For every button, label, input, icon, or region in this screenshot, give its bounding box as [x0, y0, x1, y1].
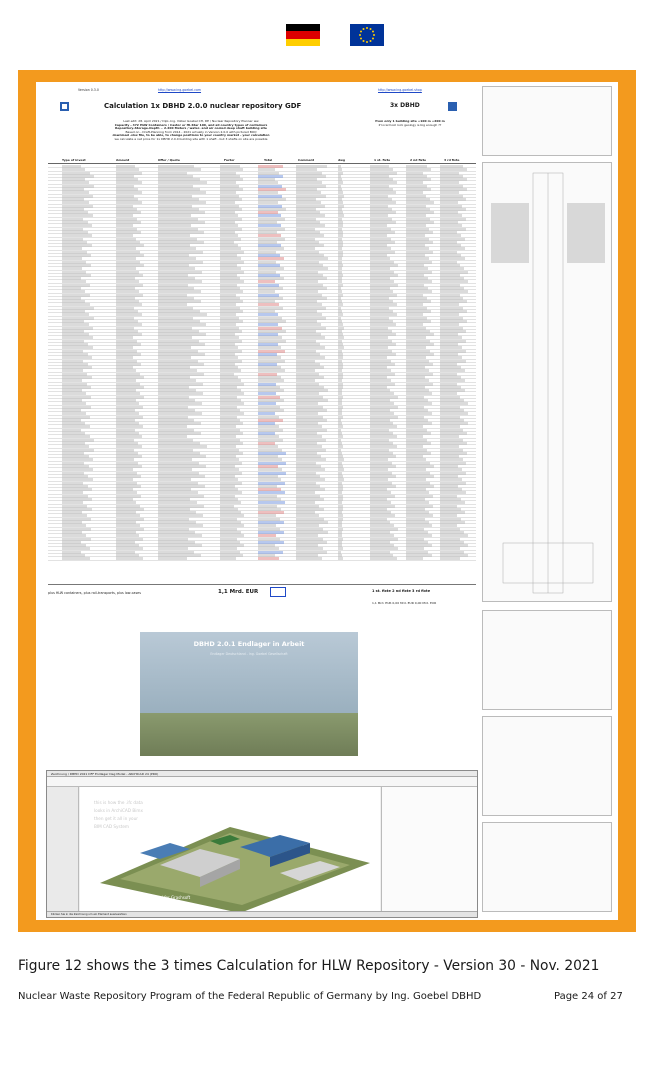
- footer-text: Nuclear Waste Repository Program of the Federal Republic of Germany by Ing. Goebel DBHD: [18, 991, 482, 1002]
- total-note: plus HLW containers, plus rail-transports, plus low-cases: [48, 591, 141, 595]
- subtext-right-line: if local host rock geology is big enough ??: [378, 122, 442, 127]
- banner-subtitle: Endlager Deutschland - Ing. Goebel Gesellschaft: [210, 652, 288, 656]
- sheet-subtext: [76, 120, 306, 142]
- calculation-sheet: [36, 82, 618, 920]
- subtext-line: we calculate a net price for 1x DBHD 2.0.0 building site with 1 shaft - but 3 shafts on site are possible: [114, 136, 268, 141]
- total-cols: 1 st. fixte 2 nd fixte 3 rd fixte: [372, 589, 431, 593]
- cad-hint-line: this is how the .ifc data: [94, 800, 143, 805]
- page-number: Page 24 of 27: [554, 991, 623, 1002]
- cad-3d-view[interactable]: [80, 787, 380, 913]
- cad-toolbox[interactable]: [47, 787, 79, 913]
- col-header: Comment: [298, 158, 315, 162]
- total-row: [48, 584, 476, 612]
- company-logo-icon: [60, 102, 69, 111]
- cad-hint-line: then get it all in your: [94, 816, 138, 821]
- sheet-title-text: Calculation 1x DBHD 2.0.0 nuclear repository GDF: [104, 102, 302, 110]
- col-header: 3 rd fixte: [444, 158, 460, 162]
- website-link-right[interactable]: http://www.ing-goebel.shop: [378, 88, 422, 92]
- sheet-subtext-right: [350, 120, 470, 127]
- cad-credit: Ing. Goebel for Grashsoft: [140, 895, 191, 900]
- drawing-panel-detail: [482, 822, 612, 912]
- table-row: [48, 557, 476, 560]
- subtext-line: Capacity - 472 HLW Containers / Castor or HI-Star 100, and all country types of containers: [114, 122, 268, 127]
- subtext-line: Repository-Storage-Depth ~ 2.200 Meters / water- and air cooled deep shaft building site: [115, 126, 267, 131]
- figure-frame: [18, 70, 636, 932]
- sheet-title: [60, 102, 300, 114]
- col-header: Type of invest: [62, 158, 86, 162]
- col-header: 2 nd fixte: [410, 158, 427, 162]
- total-amount: 1,1 Mrd. EUR: [218, 589, 259, 595]
- col-header: 1 st. fixte: [374, 158, 391, 162]
- drawing-panel-shaft: [482, 162, 612, 602]
- cad-window-title: Zeichnung / DBHD 2021 DFF Endlager Deg Model - ARCHICAD 24 (PRO): [47, 771, 477, 777]
- table-header: [48, 156, 476, 164]
- cad-status-bar: Klicken Sie in die Zeichnung um ein Element auszuwahlen: [47, 911, 477, 917]
- cad-hint-line: looks in ArchiCAD Bimx: [94, 808, 143, 813]
- subtext-line: Last edit: 28. April 2021 / Dipl.-Ing. Volker Goebel CH, DE / Nuclear Repository Planner ww: [123, 119, 259, 123]
- cad-navigator-panel[interactable]: [381, 787, 478, 913]
- banner-image: [140, 632, 358, 756]
- cad-window: [46, 770, 478, 918]
- calculation-table: [48, 156, 476, 576]
- table-rows: [48, 165, 476, 570]
- version-label: Version 0.3.0: [78, 88, 99, 92]
- cad-toolbar[interactable]: [47, 777, 477, 787]
- col-header: Factor: [224, 158, 235, 162]
- figure-caption: Figure 12 shows the 3 times Calculation for HLW Repository - Version 30 - Nov. 2021: [18, 958, 600, 974]
- company-logo-right-icon: [448, 102, 457, 111]
- drawing-panel: [482, 86, 612, 156]
- cad-hint-text: [94, 799, 143, 831]
- eu-flag-icon: [350, 24, 384, 46]
- col-header: dwg: [338, 158, 346, 162]
- drawing-strip: [482, 86, 612, 916]
- subtext-line: download .xlsx file, to be able, to change positions to your country market - your calculation: [112, 133, 270, 138]
- total-cols-values: 1,1 Mrd. EUR 0,00 Mrd. EUR 0,00 Mrd. EUR: [372, 601, 437, 605]
- subtext-right-line: from only 1 building site +100 m +200 m: [375, 119, 445, 123]
- banner-title: DBHD 2.0.1 Endlager in Arbeit: [193, 640, 305, 648]
- cad-hint-line: BIM CAD System: [94, 824, 130, 829]
- col-header: Total: [264, 158, 273, 162]
- sheet-title-right: [350, 102, 470, 114]
- german-flag-icon: [286, 24, 320, 46]
- subtext-line: Based on - Draft-Planning from 2014 - 2021 actually in Version 2.0.0 with pictured BOQ: [125, 129, 257, 134]
- website-link-left[interactable]: http://www.ing-goebel.com: [158, 88, 202, 92]
- col-header: Amount: [116, 158, 130, 162]
- flags: [0, 24, 654, 48]
- stamp-logo-icon: [270, 587, 286, 597]
- col-header: Offer / Quote: [158, 158, 180, 162]
- drawing-panel-detail: [482, 610, 612, 710]
- sheet-title-right-text: 3x DBHD: [390, 102, 420, 109]
- drawing-panel-detail: [482, 716, 612, 816]
